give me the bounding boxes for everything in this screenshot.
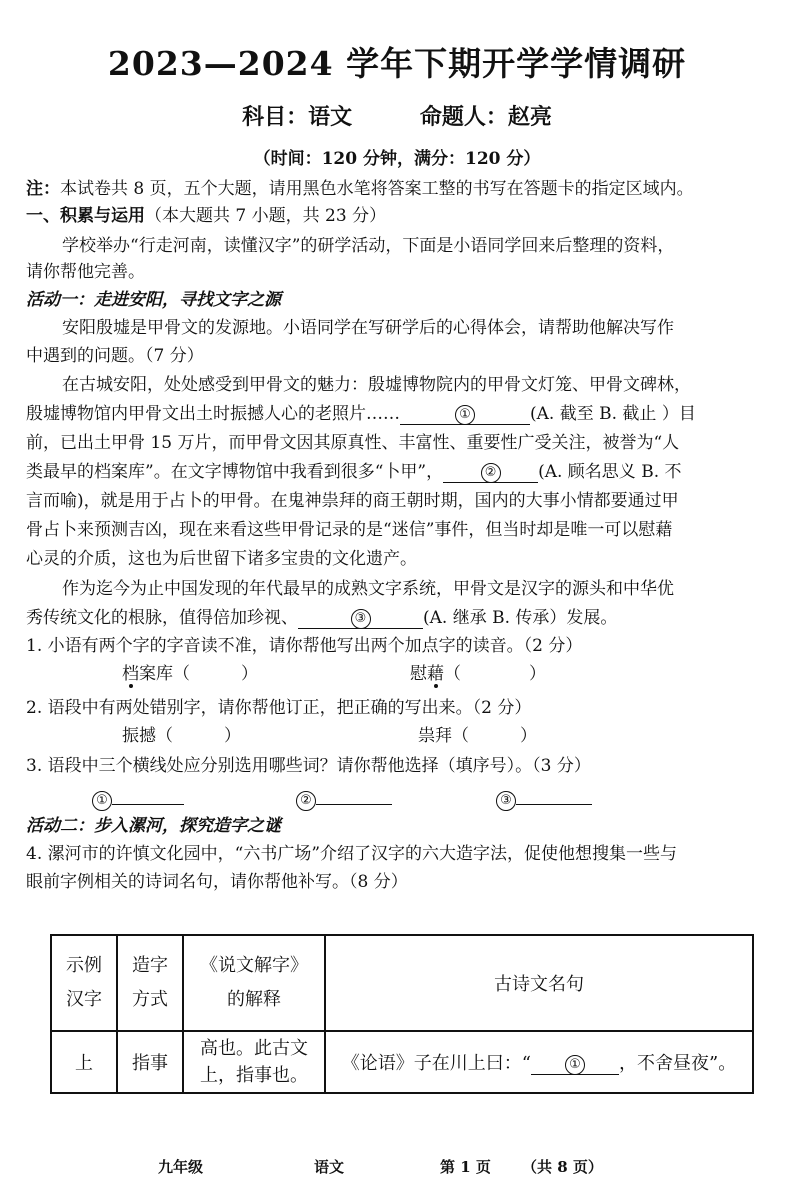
- time-score: （时间：120 分钟，满分：120 分）: [253, 149, 541, 169]
- q3-mark-3: ③: [496, 791, 516, 811]
- a1-p2-line3: 前，已出土甲骨 15 万片，而甲骨文因其原真性、丰富性、重要性广受关注，被誉为“人: [26, 433, 680, 453]
- a1-p2-line5: 言而喻)，就是用于占卜的甲骨。在鬼神祟拜的商王朝时期，国内的大事小情都要通过甲: [26, 491, 679, 511]
- q3-blank-3[interactable]: [516, 782, 592, 805]
- footer-page: 第 1 页: [440, 1158, 491, 1176]
- q1-word-2: [410, 660, 782, 688]
- q1-word-1-dotted: 档: [122, 664, 139, 684]
- note-label: 注：: [26, 179, 60, 199]
- table-row: [51, 1031, 753, 1093]
- blank-3-mark: ③: [351, 609, 371, 629]
- question-2: 2. 语段中有两处错别字，请你帮他订正，把正确的写出来。（2 分）: [26, 698, 532, 718]
- a1-p2-line4-text: 类最早的档案库”。在文字博物馆中我看到很多“卜甲”，: [26, 462, 444, 482]
- intro-line-1: 学校举办“行走河南，读懂汉字”的研学活动，下面是小语同学回来后整理的资料，: [62, 236, 675, 256]
- section1-note: （本大题共 7 小题，共 23 分）: [145, 206, 387, 226]
- q1-word-1-rest: 案库（ ）: [139, 664, 258, 684]
- question-3: 3. 语段中三个横线处应分别选用哪些词？请你帮他选择（填序号）。（3 分）: [26, 756, 591, 776]
- a1-p3-line2: [26, 604, 782, 632]
- a1-p2-line6: 骨占卜来预测吉凶，现在来看这些甲骨记录的是“迷信”事件，但当时却是唯一可以慰藉: [26, 520, 673, 540]
- row-quote: 《论语》子在川上曰：“ ① ，不舍昼夜”。: [325, 1031, 753, 1093]
- character-table: [50, 934, 754, 1094]
- blank-1[interactable]: [400, 402, 530, 425]
- table-header-row: [51, 935, 753, 1031]
- blank-2[interactable]: [443, 460, 538, 483]
- exam-note: [26, 175, 782, 203]
- header-quote: 古诗文名句: [325, 935, 753, 1031]
- question-4-line1: 4. 漯河市的许慎文化园中，“六书广场”介绍了汉字的六大造字法，促使他想搜集一些与: [26, 844, 678, 864]
- exam-title: 2023—2024 学年下期开学学情调研: [107, 44, 687, 83]
- intro-line-2: 请你帮他完善。: [26, 262, 145, 282]
- q3-mark-1: ①: [92, 791, 112, 811]
- a1-p1-line1: 安阳殷墟是甲骨文的发源地。小语同学在写研学后的心得体会，请帮助他解决写作: [62, 318, 674, 338]
- row-char: 上: [51, 1031, 117, 1093]
- a1-p2-line1: 在古城安阳，处处感受到甲骨文的魅力：殷墟博物院内的甲骨文灯笼、甲骨文碑林，: [62, 375, 691, 395]
- question-1: 1. 小语有两个字的字音读不准，请你帮他写出两个加点字的读音。（2 分）: [26, 636, 583, 656]
- a1-p2-line7: 心灵的介质，这也为后世留下诸多宝贵的文化遗产。: [26, 549, 417, 569]
- a1-p1-line2: 中遇到的问题。（7 分）: [26, 346, 204, 366]
- blank-3[interactable]: [298, 606, 423, 629]
- footer-subject: 语文: [314, 1158, 345, 1176]
- footer-total: （共 8 页）: [522, 1158, 603, 1176]
- q3-answer-3: [496, 782, 782, 814]
- quote-blank-1[interactable]: [531, 1052, 619, 1075]
- a1-p3-line2-text: 秀传统文化的根脉，值得倍加珍视、: [26, 608, 298, 628]
- a1-p3-line1: 作为迄今为止中国发现的年代最早的成熟文字系统，甲骨文是汉字的源头和中华优: [62, 579, 674, 599]
- a1-p2-line4-options: (A. 顾名思义 B. 不: [538, 462, 682, 482]
- subject-label: 科目：语文: [242, 104, 353, 130]
- a1-p2-line2-options: (A. 截至 B. 截止 ）目: [530, 404, 696, 424]
- q1-word-2-dotted: 藉: [427, 664, 444, 684]
- footer-grade: 九年级: [158, 1158, 204, 1176]
- question-4-line2: 眼前字例相关的诗词名句，请你帮他补写。（8 分）: [26, 872, 408, 892]
- blank-1-mark: ①: [455, 405, 475, 425]
- note-text: 本试卷共 8 页，五个大题，请用黑色水笔将答案工整的书写在答题卡的指定区域内。: [60, 179, 694, 199]
- header-example-char: 示例 汉字: [51, 935, 117, 1031]
- q1-word-2-rest: （ ）: [444, 664, 546, 684]
- q2-word-1: 振撼（ ）: [122, 726, 241, 746]
- a1-p3-line2-options: (A. 继承 B. 传承）发展。: [423, 608, 618, 628]
- a1-p2-line2: [26, 400, 782, 428]
- header-shuowen: 《说文解字》 的解释: [183, 935, 325, 1031]
- row-method: 指事: [117, 1031, 183, 1093]
- author-label: 命题人：赵亮: [419, 104, 552, 130]
- activity2-title: 活动二：步入漯河，探究造字之谜: [26, 816, 281, 836]
- subject-line: [0, 100, 794, 131]
- activity1-title: 活动一：走进安阳，寻找文字之源: [26, 290, 281, 310]
- section1-heading: [26, 202, 782, 230]
- q2-word-2: 祟拜（ ）: [418, 726, 537, 746]
- a1-p2-line4: [26, 458, 782, 486]
- row-explain: 高也。此古文 上，指事也。: [183, 1031, 325, 1093]
- header-method: 造字 方式: [117, 935, 183, 1031]
- q3-blank-1[interactable]: [112, 782, 184, 805]
- q3-mark-2: ②: [296, 791, 316, 811]
- quote-blank-mark: ①: [565, 1055, 585, 1075]
- blank-2-mark: ②: [481, 463, 501, 483]
- section1-title: 一、积累与运用: [26, 206, 145, 226]
- q1-word-2-pre: 慰: [410, 664, 427, 684]
- a1-p2-line2-text: 殷墟博物馆内甲骨文出土时振撼人心的老照片……: [26, 404, 400, 424]
- q3-blank-2[interactable]: [316, 782, 392, 805]
